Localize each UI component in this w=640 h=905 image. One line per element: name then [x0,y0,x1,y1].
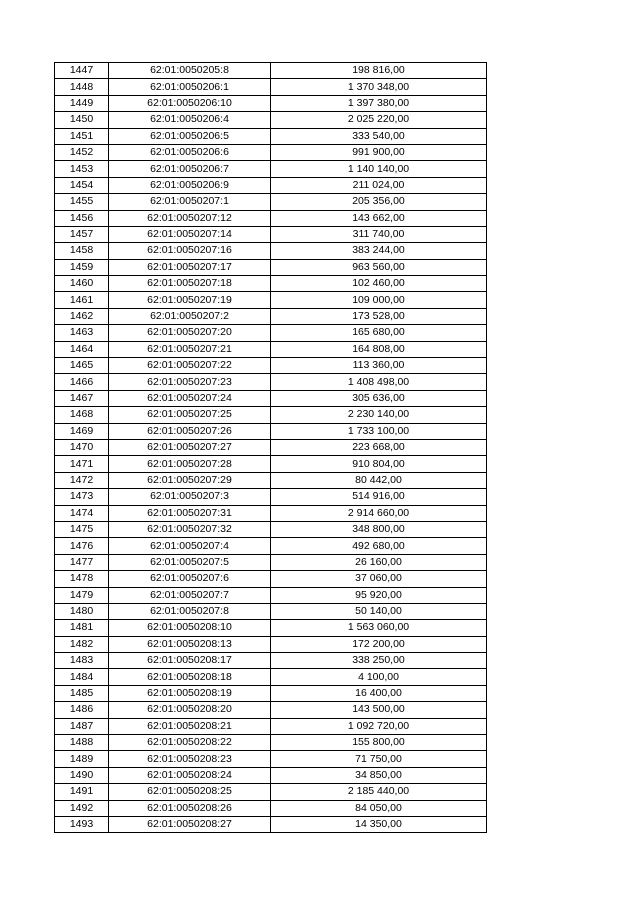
row-number-cell: 1471 [55,456,109,472]
cadastral-number-cell: 62:01:0050208:23 [109,751,271,767]
table-row [55,538,487,554]
value-cell: 84 050,00 [271,800,487,816]
row-number-cell: 1478 [55,571,109,587]
cadastral-number-cell: 62:01:0050208:22 [109,735,271,751]
cadastral-number-cell: 62:01:0050208:21 [109,718,271,734]
value-cell: 173 528,00 [271,308,487,324]
table-row [55,308,487,324]
cadastral-number-cell: 62:01:0050207:31 [109,505,271,521]
row-number-cell: 1482 [55,636,109,652]
row-number-cell: 1487 [55,718,109,734]
row-number-cell: 1479 [55,587,109,603]
table-body [55,63,487,833]
row-number-cell: 1469 [55,423,109,439]
row-number-cell: 1465 [55,358,109,374]
cadastral-number-cell: 62:01:0050207:14 [109,226,271,242]
cadastral-number-cell: 62:01:0050207:19 [109,292,271,308]
cadastral-number-cell: 62:01:0050208:13 [109,636,271,652]
row-number-cell: 1481 [55,620,109,636]
table-row [55,735,487,751]
row-number-cell: 1477 [55,554,109,570]
cadastral-number-cell: 62:01:0050208:24 [109,767,271,783]
value-cell: 2 230 140,00 [271,407,487,423]
value-cell: 143 662,00 [271,210,487,226]
table-row [55,194,487,210]
table-row [55,784,487,800]
cadastral-number-cell: 62:01:0050206:5 [109,128,271,144]
cadastral-number-cell: 62:01:0050208:17 [109,653,271,669]
cadastral-number-cell: 62:01:0050207:28 [109,456,271,472]
row-number-cell: 1488 [55,735,109,751]
value-cell: 1 140 140,00 [271,161,487,177]
table-row [55,79,487,95]
cadastral-number-cell: 62:01:0050206:9 [109,177,271,193]
table-row [55,358,487,374]
table-row [55,571,487,587]
value-cell: 2 185 440,00 [271,784,487,800]
table-row [55,390,487,406]
row-number-cell: 1486 [55,702,109,718]
row-number-cell: 1462 [55,308,109,324]
value-cell: 198 816,00 [271,63,487,79]
row-number-cell: 1452 [55,144,109,160]
value-cell: 113 360,00 [271,358,487,374]
table-row [55,751,487,767]
row-number-cell: 1450 [55,112,109,128]
cadastral-number-cell: 62:01:0050207:32 [109,521,271,537]
row-number-cell: 1491 [55,784,109,800]
value-cell: 383 244,00 [271,243,487,259]
value-cell: 1 092 720,00 [271,718,487,734]
value-cell: 50 140,00 [271,603,487,619]
value-cell: 514 916,00 [271,489,487,505]
row-number-cell: 1489 [55,751,109,767]
value-cell: 34 850,00 [271,767,487,783]
table-row [55,554,487,570]
row-number-cell: 1485 [55,685,109,701]
table-row [55,587,487,603]
cadastral-number-cell: 62:01:0050207:23 [109,374,271,390]
row-number-cell: 1460 [55,276,109,292]
table-row [55,620,487,636]
cadastral-number-cell: 62:01:0050207:18 [109,276,271,292]
cadastral-number-cell: 62:01:0050207:5 [109,554,271,570]
cadastral-number-cell: 62:01:0050208:19 [109,685,271,701]
table-row [55,407,487,423]
row-number-cell: 1457 [55,226,109,242]
table-row [55,702,487,718]
table-row [55,489,487,505]
value-cell: 155 800,00 [271,735,487,751]
table-row [55,112,487,128]
cadastral-number-cell: 62:01:0050206:6 [109,144,271,160]
table-row [55,800,487,816]
cadastral-number-cell: 62:01:0050207:7 [109,587,271,603]
cadastral-number-cell: 62:01:0050208:20 [109,702,271,718]
value-cell: 991 900,00 [271,144,487,160]
table-row [55,685,487,701]
value-cell: 172 200,00 [271,636,487,652]
row-number-cell: 1459 [55,259,109,275]
value-cell: 26 160,00 [271,554,487,570]
table-row [55,505,487,521]
value-cell: 143 500,00 [271,702,487,718]
cadastral-number-cell: 62:01:0050206:10 [109,95,271,111]
row-number-cell: 1473 [55,489,109,505]
row-number-cell: 1463 [55,325,109,341]
table-row [55,292,487,308]
table-row [55,653,487,669]
table-row [55,636,487,652]
table-row [55,177,487,193]
table-row [55,423,487,439]
cadastral-number-cell: 62:01:0050206:4 [109,112,271,128]
value-cell: 16 400,00 [271,685,487,701]
cadastral-number-cell: 62:01:0050207:3 [109,489,271,505]
value-cell: 223 668,00 [271,439,487,455]
cadastral-number-cell: 62:01:0050207:27 [109,439,271,455]
table-row [55,472,487,488]
cadastral-number-cell: 62:01:0050208:26 [109,800,271,816]
value-cell: 95 920,00 [271,587,487,603]
cadastral-number-cell: 62:01:0050207:4 [109,538,271,554]
cadastral-number-cell: 62:01:0050207:2 [109,308,271,324]
cadastral-number-cell: 62:01:0050208:18 [109,669,271,685]
row-number-cell: 1492 [55,800,109,816]
table-row [55,456,487,472]
value-cell: 164 808,00 [271,341,487,357]
value-cell: 1 370 348,00 [271,79,487,95]
cadastral-number-cell: 62:01:0050207:6 [109,571,271,587]
table-row [55,95,487,111]
row-number-cell: 1447 [55,63,109,79]
value-cell: 1 733 100,00 [271,423,487,439]
table-row [55,374,487,390]
value-cell: 1 397 380,00 [271,95,487,111]
table-row [55,161,487,177]
row-number-cell: 1476 [55,538,109,554]
table-row [55,128,487,144]
value-cell: 102 460,00 [271,276,487,292]
cadastral-number-cell: 62:01:0050205:8 [109,63,271,79]
value-cell: 109 000,00 [271,292,487,308]
table-row [55,521,487,537]
value-cell: 4 100,00 [271,669,487,685]
row-number-cell: 1493 [55,816,109,832]
value-cell: 305 636,00 [271,390,487,406]
row-number-cell: 1475 [55,521,109,537]
cadastral-number-cell: 62:01:0050207:17 [109,259,271,275]
row-number-cell: 1464 [55,341,109,357]
value-cell: 205 356,00 [271,194,487,210]
table-row [55,144,487,160]
value-cell: 1 563 060,00 [271,620,487,636]
value-cell: 14 350,00 [271,816,487,832]
table-row [55,669,487,685]
cadastral-number-cell: 62:01:0050207:29 [109,472,271,488]
cadastral-number-cell: 62:01:0050207:12 [109,210,271,226]
row-number-cell: 1468 [55,407,109,423]
cadastral-number-cell: 62:01:0050206:1 [109,79,271,95]
cadastral-value-table [54,62,487,833]
cadastral-number-cell: 62:01:0050207:26 [109,423,271,439]
table-row [55,603,487,619]
cadastral-number-cell: 62:01:0050207:21 [109,341,271,357]
row-number-cell: 1490 [55,767,109,783]
cadastral-number-cell: 62:01:0050207:8 [109,603,271,619]
cadastral-number-cell: 62:01:0050206:7 [109,161,271,177]
row-number-cell: 1467 [55,390,109,406]
value-cell: 338 250,00 [271,653,487,669]
table-row [55,259,487,275]
table-row [55,816,487,832]
cadastral-number-cell: 62:01:0050207:1 [109,194,271,210]
cadastral-number-cell: 62:01:0050207:20 [109,325,271,341]
table-row [55,325,487,341]
value-cell: 2 914 660,00 [271,505,487,521]
document-page [54,62,487,833]
cadastral-number-cell: 62:01:0050207:16 [109,243,271,259]
cadastral-number-cell: 62:01:0050208:27 [109,816,271,832]
value-cell: 211 024,00 [271,177,487,193]
row-number-cell: 1449 [55,95,109,111]
row-number-cell: 1453 [55,161,109,177]
row-number-cell: 1458 [55,243,109,259]
value-cell: 2 025 220,00 [271,112,487,128]
cadastral-number-cell: 62:01:0050207:22 [109,358,271,374]
row-number-cell: 1455 [55,194,109,210]
value-cell: 910 804,00 [271,456,487,472]
value-cell: 37 060,00 [271,571,487,587]
value-cell: 71 750,00 [271,751,487,767]
row-number-cell: 1470 [55,439,109,455]
table-row [55,341,487,357]
table-row [55,210,487,226]
cadastral-number-cell: 62:01:0050208:25 [109,784,271,800]
row-number-cell: 1472 [55,472,109,488]
row-number-cell: 1480 [55,603,109,619]
row-number-cell: 1474 [55,505,109,521]
value-cell: 80 442,00 [271,472,487,488]
value-cell: 1 408 498,00 [271,374,487,390]
cadastral-number-cell: 62:01:0050207:25 [109,407,271,423]
row-number-cell: 1483 [55,653,109,669]
row-number-cell: 1466 [55,374,109,390]
cadastral-number-cell: 62:01:0050207:24 [109,390,271,406]
table-row [55,63,487,79]
table-row [55,276,487,292]
value-cell: 348 800,00 [271,521,487,537]
row-number-cell: 1484 [55,669,109,685]
table-row [55,439,487,455]
table-row [55,243,487,259]
value-cell: 333 540,00 [271,128,487,144]
row-number-cell: 1451 [55,128,109,144]
row-number-cell: 1461 [55,292,109,308]
value-cell: 165 680,00 [271,325,487,341]
row-number-cell: 1456 [55,210,109,226]
value-cell: 963 560,00 [271,259,487,275]
cadastral-number-cell: 62:01:0050208:10 [109,620,271,636]
value-cell: 492 680,00 [271,538,487,554]
table-row [55,767,487,783]
table-row [55,226,487,242]
table-row [55,718,487,734]
value-cell: 311 740,00 [271,226,487,242]
row-number-cell: 1448 [55,79,109,95]
row-number-cell: 1454 [55,177,109,193]
